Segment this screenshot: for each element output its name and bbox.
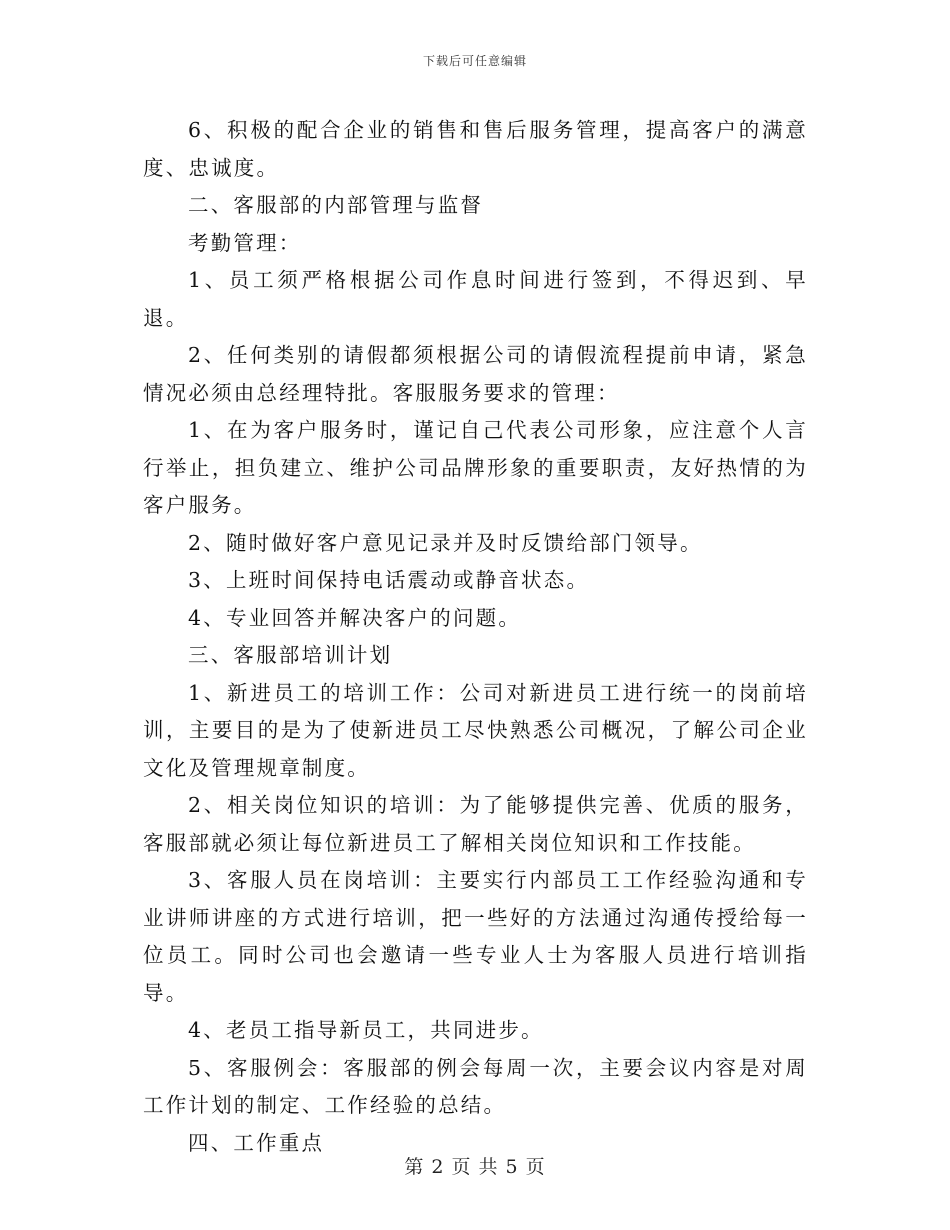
paragraph-service-3: 3、上班时间保持电话震动或静音状态。: [188, 568, 590, 592]
page-number-footer: 第 2 页 共 5 页: [404, 1156, 546, 1178]
paragraph-service-2: 2、随时做好客户意见记录并及时反馈给部门领导。: [188, 530, 703, 555]
paragraph-training-5: 5、客服例会：客服部的例会每周一次，主要会议内容是对周工作计划的制定、工作经验的总结。: [143, 1055, 808, 1117]
paragraph-service-1: 1、在为客户服务时，谨记自己代表公司形象，应注意个人言行举止，担负建立、维护公司品牌形象的重要职责，友好热情的为客户服务。: [143, 418, 808, 517]
document-body: [143, 112, 808, 1162]
paragraph-training-3: 3、客服人员在岗培训：主要实行内部员工工作经验沟通和专业讲师讲座的方式进行培训，把一些好的方法通过沟通传授给每一位员工。同时公司也会邀请一些专业人士为客服人员进行培训指导。: [143, 868, 808, 1005]
paragraph-training-1: 1、新进员工的培训工作：公司对新进员工进行统一的岗前培训，主要目的是为了使新进员工尽快熟悉公司概况，了解公司企业文化及管理规章制度。: [143, 680, 808, 780]
section-heading-work-focus: 四、工作重点: [188, 1130, 325, 1155]
paragraph-training-4: 4、老员工指导新员工，共同进步。: [188, 1018, 544, 1042]
paragraph-item-6-cooperation: 6、积极的配合企业的销售和售后服务管理，提高客户的满意度、忠诚度。: [143, 118, 808, 180]
paragraph-service-4: 4、专业回答并解决客户的问题。: [188, 605, 522, 630]
section-heading-training-plan: 三、客服部培训计划: [188, 643, 393, 667]
page-header: 下载后可任意编辑: [422, 54, 527, 68]
paragraph-attendance-2: 2、任何类别的请假都须根据公司的请假流程提前申请，紧急情况必须由总经理特批。客服服务要求的管理：: [143, 343, 808, 405]
paragraph-training-2: 2、相关岗位知识的培训：为了能够提供完善、优质的服务，客服部就必须让每位新进员工了解相关岗位知识和工作技能。: [143, 793, 808, 855]
section-heading-internal-management: 二、客服部的内部管理与监督: [188, 193, 484, 217]
subheading-attendance: 考勤管理：: [188, 230, 302, 255]
paragraph-attendance-1: 1、员工须严格根据公司作息时间进行签到，不得迟到、早退。: [143, 268, 808, 330]
